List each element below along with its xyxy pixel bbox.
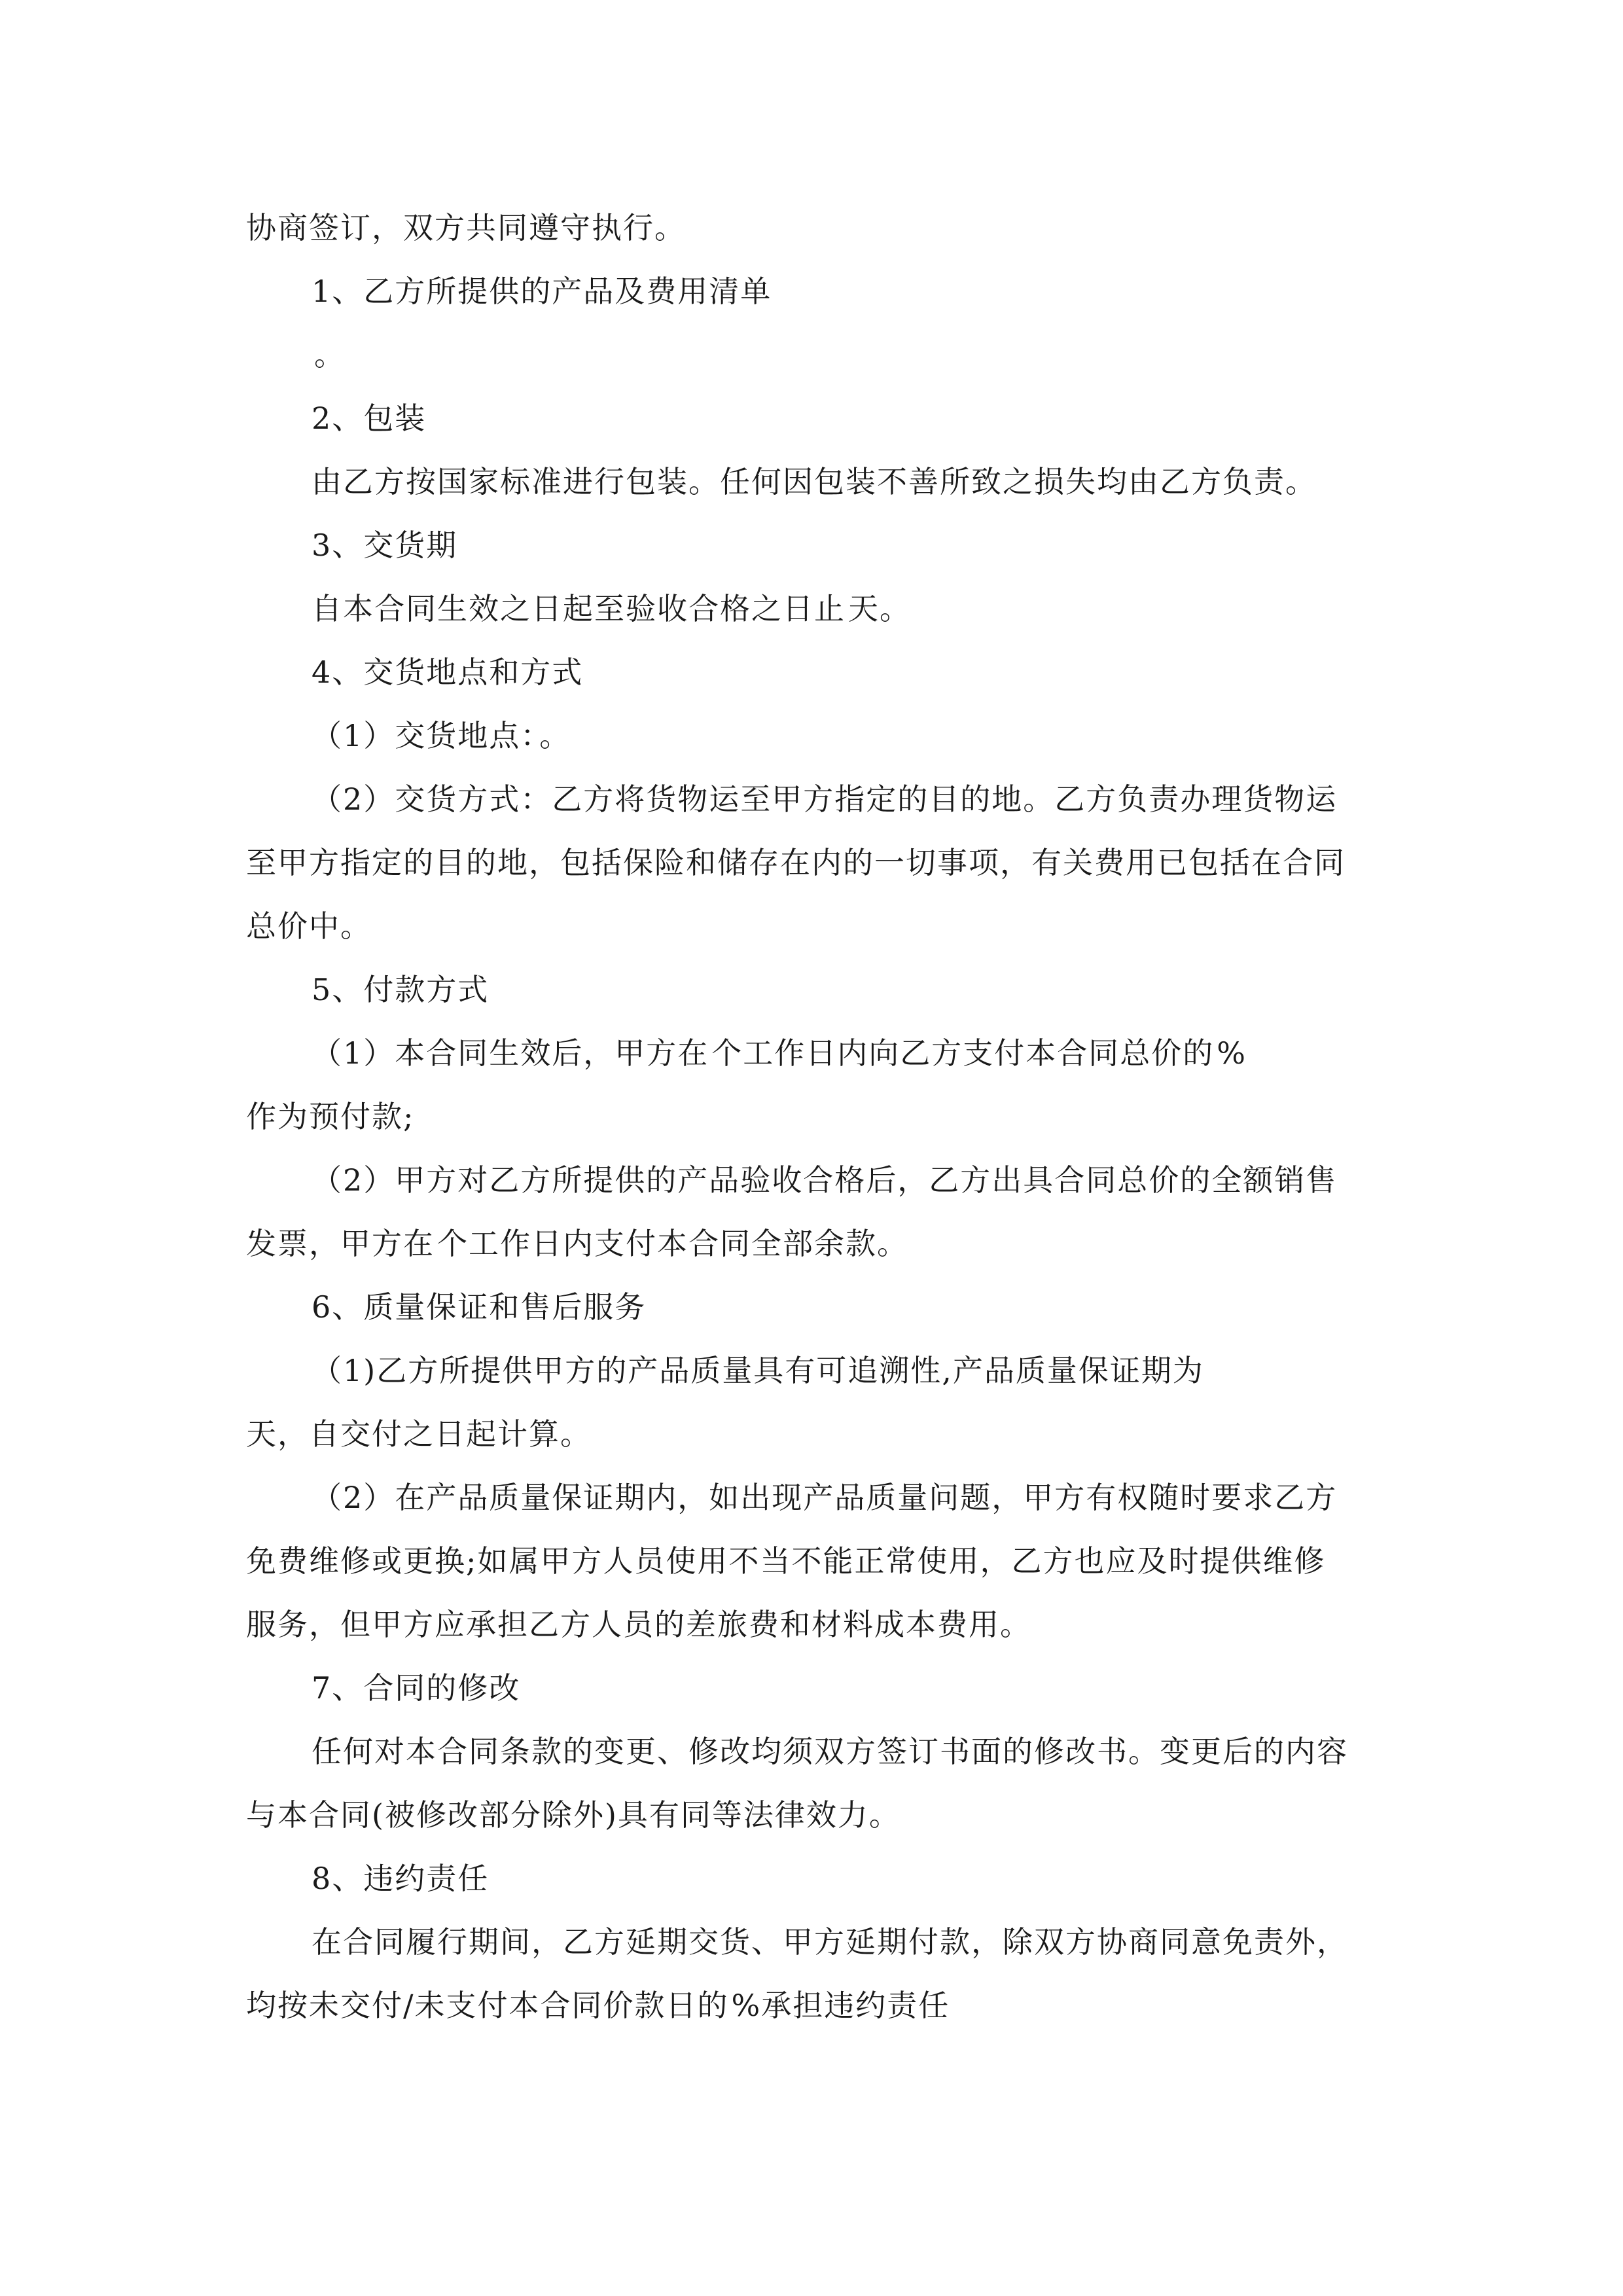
- section-6-2-line-3: [246, 1606, 1031, 1643]
- section-4-heading-text: 4、交货地点和方式: [312, 655, 584, 690]
- section-1-heading: [312, 273, 772, 310]
- section-5-1-line-2: [246, 1098, 415, 1135]
- section-8-text-1: 在合同履行期间，乙方延期交货、甲方延期付款，除双方协商同意免责外，: [312, 1924, 1348, 1960]
- section-4-2-text-2: 至甲方指定的目的地，包括保险和储存在内的一切事项，有关费用已包括在合同: [246, 845, 1346, 880]
- section-6-1-line-1: [312, 1352, 1207, 1389]
- section-6-2-text-2: 免费维修或更换;如属甲方人员使用不当不能正常使用，乙方也应及时提供维修: [246, 1543, 1326, 1579]
- section-4-1: [312, 717, 571, 754]
- section-2-heading-text: 2、包装: [312, 401, 427, 436]
- section-4-heading: [312, 654, 583, 691]
- section-7-heading-text: 7、合同的修改: [312, 1670, 521, 1706]
- section-5-2-line-1: [312, 1162, 1337, 1198]
- section-5-2-a: 发票，甲方在: [246, 1226, 435, 1261]
- section-3-body-b: 天。: [848, 591, 911, 626]
- section-5-1-percent: %: [1217, 1035, 1247, 1071]
- section-6-2-line-2: [246, 1543, 1326, 1579]
- section-4-2-text-3: 总价中。: [246, 908, 372, 944]
- section-4-2-line-1: [312, 781, 1337, 817]
- section-3-heading-text: 3、交货期: [312, 528, 458, 563]
- section-8-heading-text: 8、违约责任: [312, 1861, 490, 1896]
- section-1-blank-line: [312, 336, 346, 373]
- section-8-a: 均按未交付/未支付本合同价款日的: [246, 1988, 729, 2023]
- section-7-text-1: 任何对本合同条款的变更、修改均须双方签订书面的修改书。变更后的内容: [312, 1734, 1348, 1769]
- section-8-line-2: [246, 1987, 950, 2024]
- section-3-body: [312, 590, 911, 627]
- section-8-line-1: [312, 1924, 1348, 1960]
- section-1-end-punct: 。: [314, 337, 346, 372]
- section-2-body-text: 由乙方按国家标准进行包装。任何因包装不善所致之损失均由乙方负责。: [312, 464, 1317, 499]
- section-4-1-end-punct: 。: [539, 718, 571, 753]
- section-1-heading-text: 1、乙方所提供的产品及费用清单: [312, 274, 772, 309]
- section-7-text-2: 与本合同(被修改部分除外)具有同等法律效力。: [246, 1797, 901, 1833]
- section-6-2-text-1: （2）在产品质量保证期内，如出现产品质量问题，甲方有权随时要求乙方: [312, 1480, 1338, 1515]
- section-5-1-b: 个工作日内向乙方支付本合同总价的: [711, 1035, 1215, 1071]
- section-2-heading: [312, 400, 426, 437]
- section-6-1-text-2: 天，自交付之日起计算。: [246, 1416, 592, 1452]
- section-6-1-a: （1)乙方所提供甲方的产品质量具有可追溯性,产品质量保证期为: [312, 1353, 1204, 1388]
- section-4-2-line-3: [246, 908, 372, 944]
- section-5-2-line-2: [246, 1225, 908, 1262]
- section-5-2-text-1: （2）甲方对乙方所提供的产品验收合格后，乙方出具合同总价的全额销售: [312, 1162, 1338, 1198]
- section-6-2-text-3: 服务，但甲方应承担乙方人员的差旅费和材料成本费用。: [246, 1607, 1031, 1642]
- section-5-heading-text: 5、付款方式: [312, 972, 490, 1007]
- intro-tail-text: [246, 209, 686, 246]
- section-2-body: [312, 463, 1317, 500]
- section-6-2-line-1: [312, 1479, 1337, 1516]
- section-7-line-2: [246, 1797, 901, 1833]
- section-6-heading: [312, 1289, 646, 1325]
- intro-tail: 协商签订，双方共同遵守执行。: [246, 210, 686, 245]
- section-5-1-line-1: [312, 1035, 1247, 1071]
- section-7-heading: [312, 1670, 520, 1706]
- section-8-heading: [312, 1860, 489, 1897]
- section-3-heading: [312, 527, 457, 564]
- section-3-body-a: 自本合同生效之日起至验收合格之日止: [312, 591, 846, 626]
- section-8-b: %承担违约责任: [731, 1988, 950, 2023]
- section-4-2-text-1: （2）交货方式：乙方将货物运至甲方指定的目的地。乙方负责办理货物运: [312, 781, 1338, 817]
- delivery-location-label: （1）交货地点：: [312, 718, 537, 753]
- section-6-1-line-2: [246, 1416, 592, 1452]
- section-4-2-line-2: [246, 844, 1346, 881]
- section-5-heading: [312, 971, 489, 1008]
- section-5-1-a: （1）本合同生效后，甲方在: [312, 1035, 709, 1071]
- section-5-2-b: 个工作日内支付本合同全部余款。: [437, 1226, 908, 1261]
- section-5-1-text-2: 作为预付款;: [246, 1099, 415, 1134]
- section-7-line-1: [312, 1733, 1348, 1770]
- section-6-heading-text: 6、质量保证和售后服务: [312, 1289, 647, 1325]
